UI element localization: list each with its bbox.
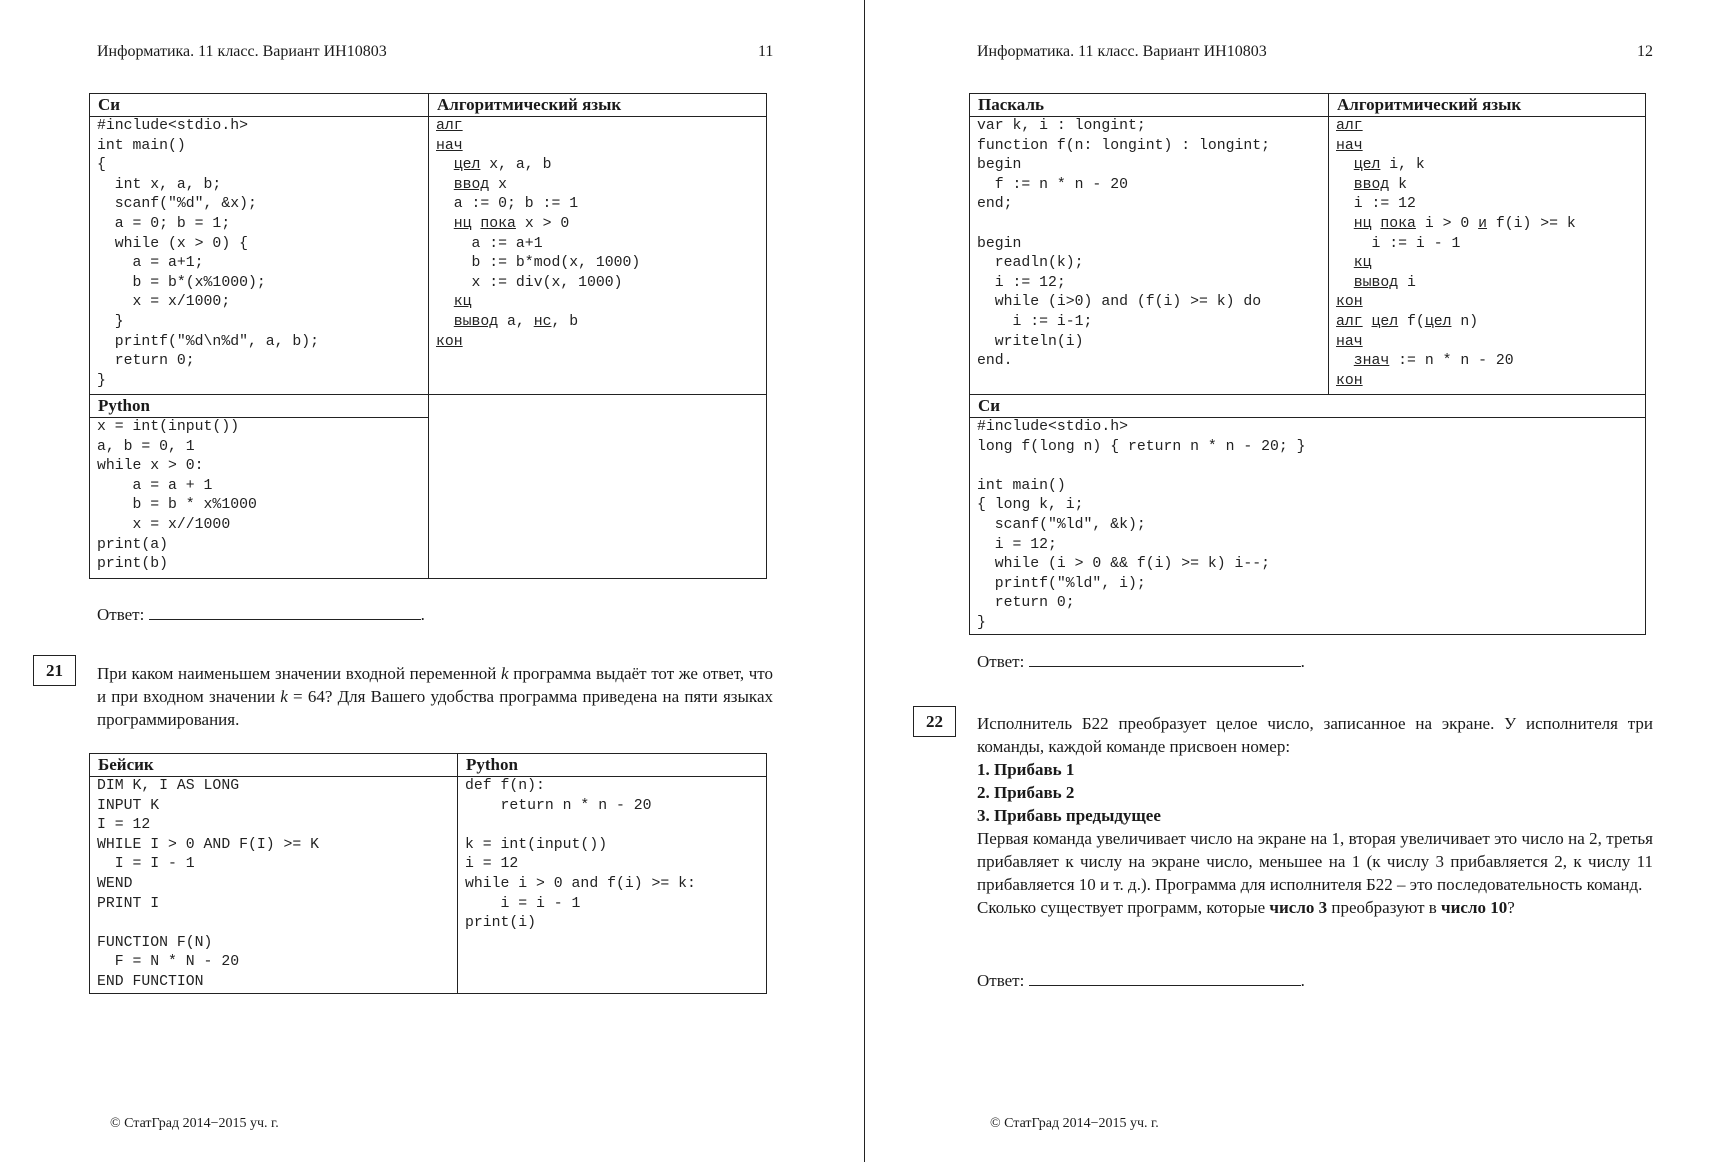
answer-field[interactable] bbox=[149, 603, 421, 620]
command-3: 3. Прибавь предыдущее bbox=[977, 806, 1161, 825]
alg-code: алг нач цел x, a, b ввод x a := 0; b := 1 нц пока x > 0 a := a+1 b := b*mod(x, 1000) x := div(x, 1000) кц вывод a, нс, b кон bbox=[436, 118, 641, 350]
alg-title: Алгоритмический язык bbox=[429, 94, 767, 117]
alg-code: алг нач цел i, k ввод k i := 12 нц пока i > 0 и f(i) >= k i := i - 1 кц вывод i кон алг цел f(цел n) нач знач := n * n - 20 кон bbox=[1336, 118, 1576, 389]
pascal-code: var k, i : longint; function f(n: longint) : longint; begin f := n * n - 20 end; begin readln(k); i := 12; while (i>0) and (f(i) >= k) do i := i-1; writeln(i) end. bbox=[977, 118, 1271, 370]
python-title-21: Python bbox=[458, 754, 767, 777]
q22-description: Первая команда увеличивает число на экране на 1, вторая увеличивает это число на 2, третья прибавляет к числу на экране число, меньшее на 1 (к числу 3 прибавляется 2, к числу 11 прибавляется 10 и т. д.). Программа для исполнителя Б22 – это последовательность команд. bbox=[977, 829, 1653, 894]
command-2: 2. Прибавь 2 bbox=[977, 783, 1075, 802]
c-title: Си bbox=[90, 94, 429, 117]
code-table-21 bbox=[89, 753, 767, 994]
question-22-text bbox=[977, 712, 1653, 919]
page-number: 12 bbox=[1637, 43, 1653, 60]
question-21-text: При каком наименьшем значении входной переменной k программа выдаёт тот же ответ, что и при входном значении k = 64? Для Вашего удобства программа приведена на пяти языках программирования. bbox=[97, 664, 773, 729]
answer-field[interactable] bbox=[1029, 969, 1301, 986]
alg-title: Алгоритмический язык bbox=[1329, 94, 1646, 117]
basic-code: DIM K, I AS LONG INPUT K I = 12 WHILE I > 0 AND F(I) >= K I = I - 1 WEND PRINT I FUNCTION F(N) F = N * N - 20 END FUNCTION bbox=[97, 778, 319, 990]
page-header: Информатика. 11 класс. Вариант ИН10803 bbox=[97, 43, 387, 60]
c-code: #include<stdio.h> int main() { int x, a, b; scanf("%d", &x); a = 0; b = 1; while (x > 0) { a = a+1; b = b*(x%1000); x = x/1000; } printf("%d\n%d", a, b); return 0; } bbox=[97, 118, 319, 389]
command-1: 1. Прибавь 1 bbox=[977, 760, 1075, 779]
page-footer: © СтатГрад 2014−2015 уч. г. bbox=[990, 1116, 1159, 1131]
page-footer: © СтатГрад 2014−2015 уч. г. bbox=[110, 1116, 279, 1131]
c-code: #include<stdio.h> long f(long n) { return n * n - 20; } int main() { long k, i; scanf("%ld", &k); i = 12; while (i > 0 && f(i) >= k) i--; printf("%ld", i); return 0; } bbox=[977, 419, 1306, 631]
page-number: 11 bbox=[758, 43, 774, 60]
page-right bbox=[866, 0, 1716, 1162]
basic-title: Бейсик bbox=[90, 754, 458, 777]
python-code: x = int(input()) a, b = 0, 1 while x > 0: a = a + 1 b = b * x%1000 x = x//1000 print(a) print(b) bbox=[97, 419, 257, 573]
code-table-20 bbox=[89, 93, 767, 579]
q22-question: Сколько существует программ, которые число 3 преобразуют в число 10? bbox=[977, 898, 1515, 917]
pascal-title: Паскаль bbox=[970, 94, 1329, 117]
c-title: Си bbox=[970, 395, 1646, 418]
answer-field[interactable] bbox=[1029, 650, 1301, 667]
question-number-22: 22 bbox=[913, 706, 956, 737]
code-table-21-cont bbox=[969, 93, 1646, 635]
answer-20: Ответ: . bbox=[97, 605, 425, 624]
python-title: Python bbox=[90, 395, 429, 418]
python-code-21: def f(n): return n * n - 20 k = int(input()) i = 12 while i > 0 and f(i) >= k: i = i - 1 print(i) bbox=[465, 778, 696, 932]
answer-22: Ответ: . bbox=[977, 971, 1305, 990]
answer-21: Ответ: . bbox=[977, 652, 1305, 671]
page-header: Информатика. 11 класс. Вариант ИН10803 bbox=[977, 43, 1267, 60]
question-number-21: 21 bbox=[33, 655, 76, 686]
q22-intro: Исполнитель Б22 преобразует целое число, записанное на экране. У исполнителя три команды, каждой команде присвоен номер: bbox=[977, 714, 1653, 756]
